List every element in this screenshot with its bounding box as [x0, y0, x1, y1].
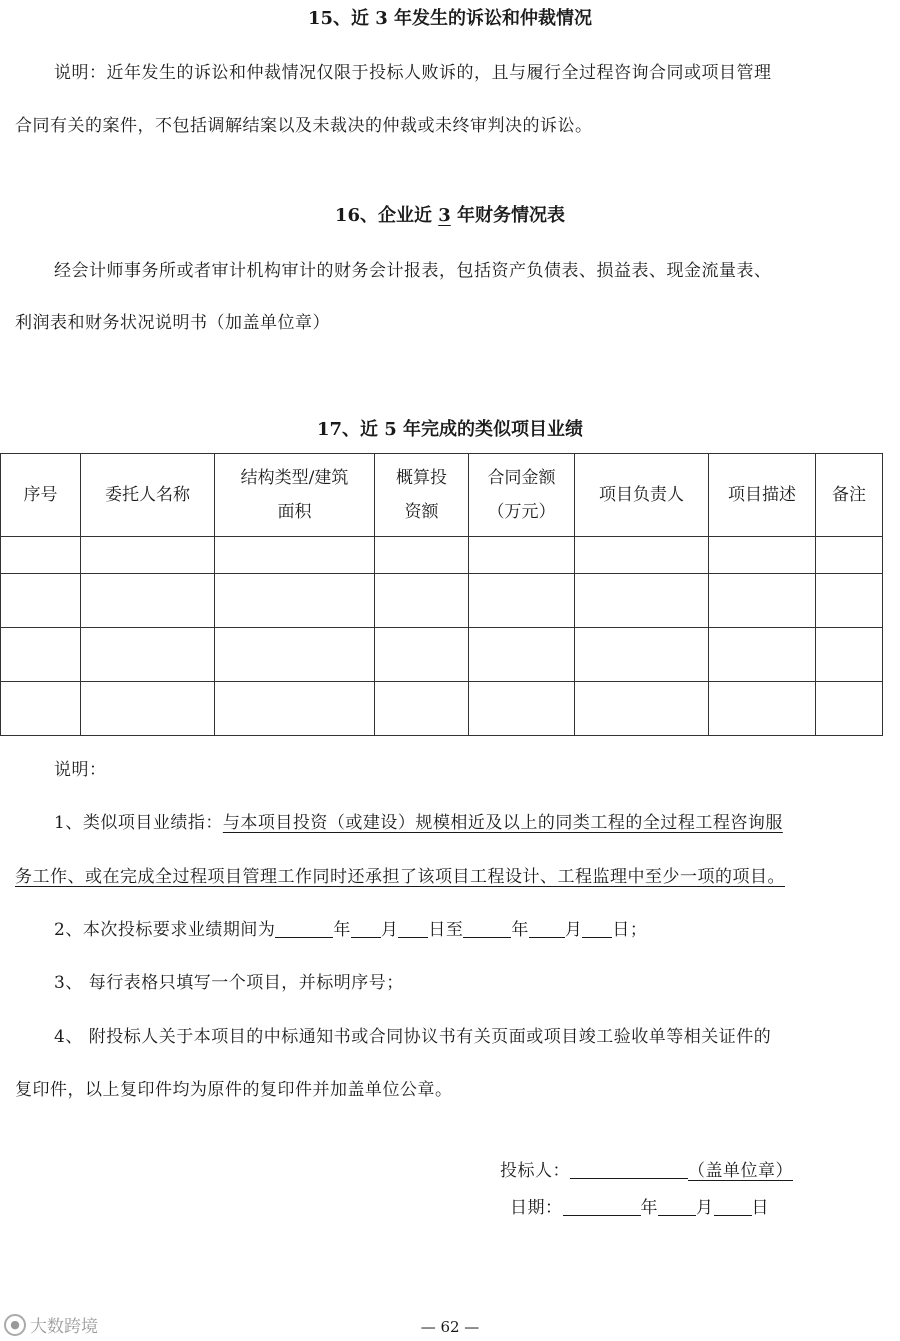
- section16-line1: 经会计师事务所或者审计机构审计的财务会计报表，包括资产负债表、损益表、现金流量表、: [54, 261, 772, 281]
- table-cell[interactable]: [215, 574, 375, 628]
- table-row: [1, 574, 883, 628]
- table-cell[interactable]: [469, 574, 575, 628]
- blank-start-day[interactable]: [398, 920, 428, 938]
- note-1-line1: [54, 808, 783, 833]
- bidder-label: 投标人：: [500, 1161, 570, 1181]
- section16-title-post: 年财务情况表: [450, 205, 566, 226]
- table-cell[interactable]: [215, 682, 375, 736]
- table-cell[interactable]: [215, 628, 375, 682]
- table-cell[interactable]: [469, 682, 575, 736]
- header-cell-serial: 序号: [1, 454, 81, 537]
- date-day-blank[interactable]: [714, 1198, 752, 1216]
- header-cell-structure: 结构类型/建筑 面积: [215, 454, 375, 537]
- table-cell[interactable]: [709, 682, 816, 736]
- table-cell[interactable]: [469, 537, 575, 574]
- table-cell[interactable]: [575, 628, 709, 682]
- note-1-prefix: 1、类似项目业绩指：: [54, 813, 223, 833]
- blank-end-month[interactable]: [529, 920, 565, 938]
- table-cell[interactable]: [81, 574, 215, 628]
- table-cell[interactable]: [1, 682, 81, 736]
- table-cell[interactable]: [709, 628, 816, 682]
- table-cell[interactable]: [375, 537, 469, 574]
- table-cell[interactable]: [215, 537, 375, 574]
- table-cell[interactable]: [1, 574, 81, 628]
- blank-end-day[interactable]: [582, 920, 612, 938]
- page-number: — 62 —: [420, 1318, 480, 1336]
- header-cell-description: 项目描述: [709, 454, 816, 537]
- table-cell[interactable]: [375, 628, 469, 682]
- watermark-text: 大数跨境: [30, 1317, 98, 1337]
- table-cell[interactable]: [575, 682, 709, 736]
- table-cell[interactable]: [81, 537, 215, 574]
- note-4-line2: 复印件，以上复印件均为原件的复印件并加盖单位公章。: [15, 1080, 453, 1100]
- seal-note: （盖单位章）: [688, 1161, 793, 1181]
- section16-line2: 利润表和财务状况说明书（加盖单位章）: [15, 313, 330, 333]
- table-row: [1, 537, 883, 574]
- blank-start-year[interactable]: [275, 920, 333, 938]
- header-cell-contract-amount: 合同金额 （万元）: [469, 454, 575, 537]
- table-cell[interactable]: [709, 537, 816, 574]
- date-label: 日期：: [510, 1198, 563, 1218]
- table-header-row: [1, 454, 883, 537]
- section16-title-num: 3: [438, 205, 451, 226]
- table-cell[interactable]: [816, 537, 883, 574]
- table-cell[interactable]: [816, 628, 883, 682]
- section17-title: 17、近 5 年完成的类似项目业绩: [316, 419, 584, 440]
- section15-line1: 说明：近年发生的诉讼和仲裁情况仅限于投标人败诉的，且与履行全过程咨询合同或项目管理: [54, 63, 772, 83]
- note-3: 3、 每行表格只填写一个项目，并标明序号；: [54, 973, 404, 993]
- header-cell-project-leader: 项目负责人: [575, 454, 709, 537]
- table-cell[interactable]: [1, 628, 81, 682]
- note-1-underlined-a: 与本项目投资（或建设）规模相近及以上的同类工程的全过程工程咨询服: [222, 813, 783, 833]
- bidder-name-blank[interactable]: [570, 1161, 688, 1179]
- performance-table: [0, 453, 883, 736]
- header-cell-remarks: 备注: [816, 454, 883, 537]
- table-cell[interactable]: [469, 628, 575, 682]
- table-cell[interactable]: [816, 574, 883, 628]
- table-cell[interactable]: [575, 537, 709, 574]
- table-cell[interactable]: [81, 628, 215, 682]
- table-cell[interactable]: [709, 574, 816, 628]
- date-month-blank[interactable]: [658, 1198, 696, 1216]
- table-cell[interactable]: [1, 537, 81, 574]
- logo-icon: ●: [4, 1314, 26, 1336]
- note-4-line1: 4、 附投标人关于本项目的中标通知书或合同协议书有关页面或项目竣工验收单等相关证件的: [54, 1027, 772, 1047]
- table-cell[interactable]: [575, 574, 709, 628]
- section16-title: [0, 201, 900, 227]
- table-cell[interactable]: [81, 682, 215, 736]
- table-row: [1, 628, 883, 682]
- table-row: [1, 682, 883, 736]
- header-cell-client: 委托人名称: [81, 454, 215, 537]
- blank-end-year[interactable]: [463, 920, 511, 938]
- header-cell-estimate: 概算投 资额: [375, 454, 469, 537]
- blank-start-month[interactable]: [351, 920, 381, 938]
- date-line: 日期： 年 月 日: [510, 1198, 769, 1218]
- bidder-signature-line: [500, 1156, 793, 1181]
- note-2: 2、本次投标要求业绩期间为 年 月 日至 年 月 日；: [54, 920, 648, 940]
- table-cell[interactable]: [816, 682, 883, 736]
- note-1-line2: 务工作、或在完成全过程项目管理工作同时还承担了该项目工程设计、工程监理中至少一项的项目。: [15, 867, 785, 887]
- section15-title: 15、近 3 年发生的诉讼和仲裁情况: [307, 8, 593, 29]
- date-year-blank[interactable]: [563, 1198, 641, 1216]
- section15-line2: 合同有关的案件，不包括调解结案以及未裁决的仲裁或未终审判决的诉讼。: [15, 116, 593, 136]
- notes-label: 说明：: [54, 760, 107, 780]
- table-cell[interactable]: [375, 574, 469, 628]
- table-cell[interactable]: [375, 682, 469, 736]
- section16-title-pre: 16、企业近: [334, 205, 439, 226]
